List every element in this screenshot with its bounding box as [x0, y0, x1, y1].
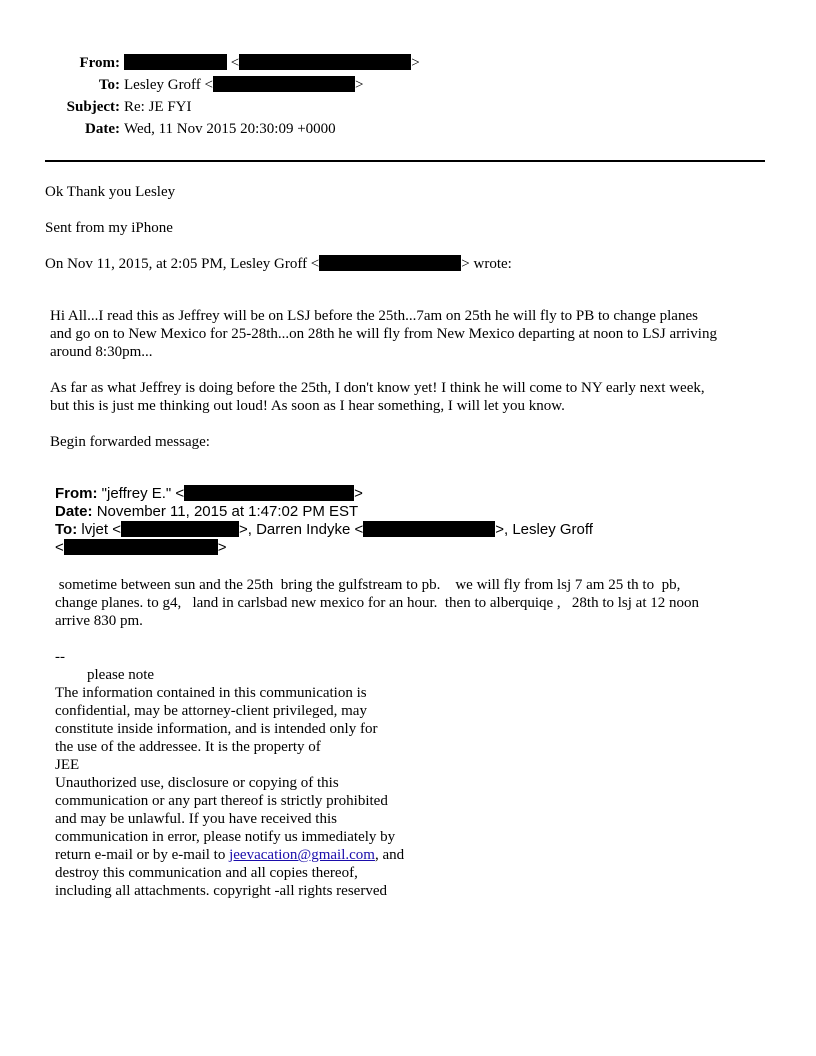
quoted-para1-line: around 8:30pm... — [50, 344, 153, 360]
fwd-date-label: Date: — [55, 503, 93, 520]
signature-dashes: -- — [55, 649, 65, 665]
redaction-box — [213, 76, 355, 92]
disclaimer-line: confidential, may be attorney-client privileged, may — [55, 703, 367, 719]
header-to-value: Lesley Groff < > — [124, 77, 364, 93]
email-link[interactable]: jeevacation@gmail.com — [229, 847, 375, 863]
disclaimer-line: including all attachments. copyright -all rights reserved — [55, 883, 387, 899]
fwd-to-row-cont: < > — [55, 539, 227, 556]
fwd-from-row: From: "jeffrey E." < > — [55, 485, 363, 502]
fwd-date-row: Date: November 11, 2015 at 1:47:02 PM EST — [55, 503, 359, 520]
header-subject-value: Re: JE FYI — [124, 99, 192, 115]
disclaimer-line: destroy this communication and all copies thereof, — [55, 865, 358, 881]
fwd-to-label: To: — [55, 521, 78, 538]
redaction-box — [64, 539, 218, 555]
quoted-para1-line: Hi All...I read this as Jeffrey will be on LSJ before the 25th...7am on 25th he will fly to PB to change planes — [50, 308, 698, 324]
fwd-body-line: change planes. to g4, land in carlsbad new mexico for an hour. then to alberquiqe , 28th to lsj at 12 noon — [55, 595, 700, 611]
redaction-box — [184, 485, 354, 501]
disclaimer-line: communication in error, please notify us immediately by — [55, 829, 396, 845]
reply-signature: Sent from my iPhone — [45, 220, 173, 236]
disclaimer-line: The information contained in this communication is — [55, 685, 367, 701]
redaction-box — [124, 54, 227, 70]
quoted-para2-line: but this is just me thinking out loud! As soon as I hear something, I will let you know. — [50, 398, 565, 414]
disclaimer-line: communication or any part thereof is strictly prohibited — [55, 793, 388, 809]
fwd-from-label: From: — [55, 485, 98, 502]
header-date-value: Wed, 11 Nov 2015 20:30:09 +0000 — [124, 121, 336, 137]
disclaimer-line: constitute inside information, and is intended only for — [55, 721, 378, 737]
header-subject-label: Subject: — [66, 99, 120, 115]
fwd-to-row: To: lvjet < >, Darren Indyke < >, Lesley Groff — [55, 521, 593, 538]
disclaimer-email-line: return e-mail or by e-mail to jeevacation@gmail.com, and — [55, 847, 405, 863]
fwd-body-line: sometime between sun and the 25th bring the gulfstream to pb. we will fly from lsj 7 am 25 th to pb, — [55, 577, 681, 593]
quoted-para1-line: and go on to New Mexico for 25-28th...on 28th he will fly from New Mexico departing at noon to LSJ arriving — [50, 326, 717, 342]
quoted-para2-line: As far as what Jeffrey is doing before the 25th, I don't know yet! I think he will come to NY early next week, — [50, 380, 705, 396]
disclaimer-line: Unauthorized use, disclosure or copying of this — [55, 775, 339, 791]
forward-label: Begin forwarded message: — [50, 434, 210, 450]
header-date-label: Date: — [85, 121, 120, 137]
please-note: please note — [87, 667, 155, 683]
header-divider — [45, 160, 765, 162]
disclaimer-line: and may be unlawful. If you have received this — [55, 811, 337, 827]
redaction-box — [363, 521, 495, 537]
header-from-label: From: — [79, 55, 120, 71]
disclaimer-line: the use of the addressee. It is the property of — [55, 739, 321, 755]
redaction-box — [239, 54, 411, 70]
disclaimer-line: JEE — [55, 757, 80, 773]
reply-text: Ok Thank you Lesley — [45, 184, 176, 200]
redaction-box — [121, 521, 239, 537]
header-to-label: To: — [98, 77, 120, 93]
fwd-body-line: arrive 830 pm. — [55, 613, 143, 629]
redaction-box — [319, 255, 461, 271]
header-from-value: < > — [124, 53, 420, 73]
quote-intro: On Nov 11, 2015, at 2:05 PM, Lesley Groff < > wrote: — [45, 256, 512, 272]
